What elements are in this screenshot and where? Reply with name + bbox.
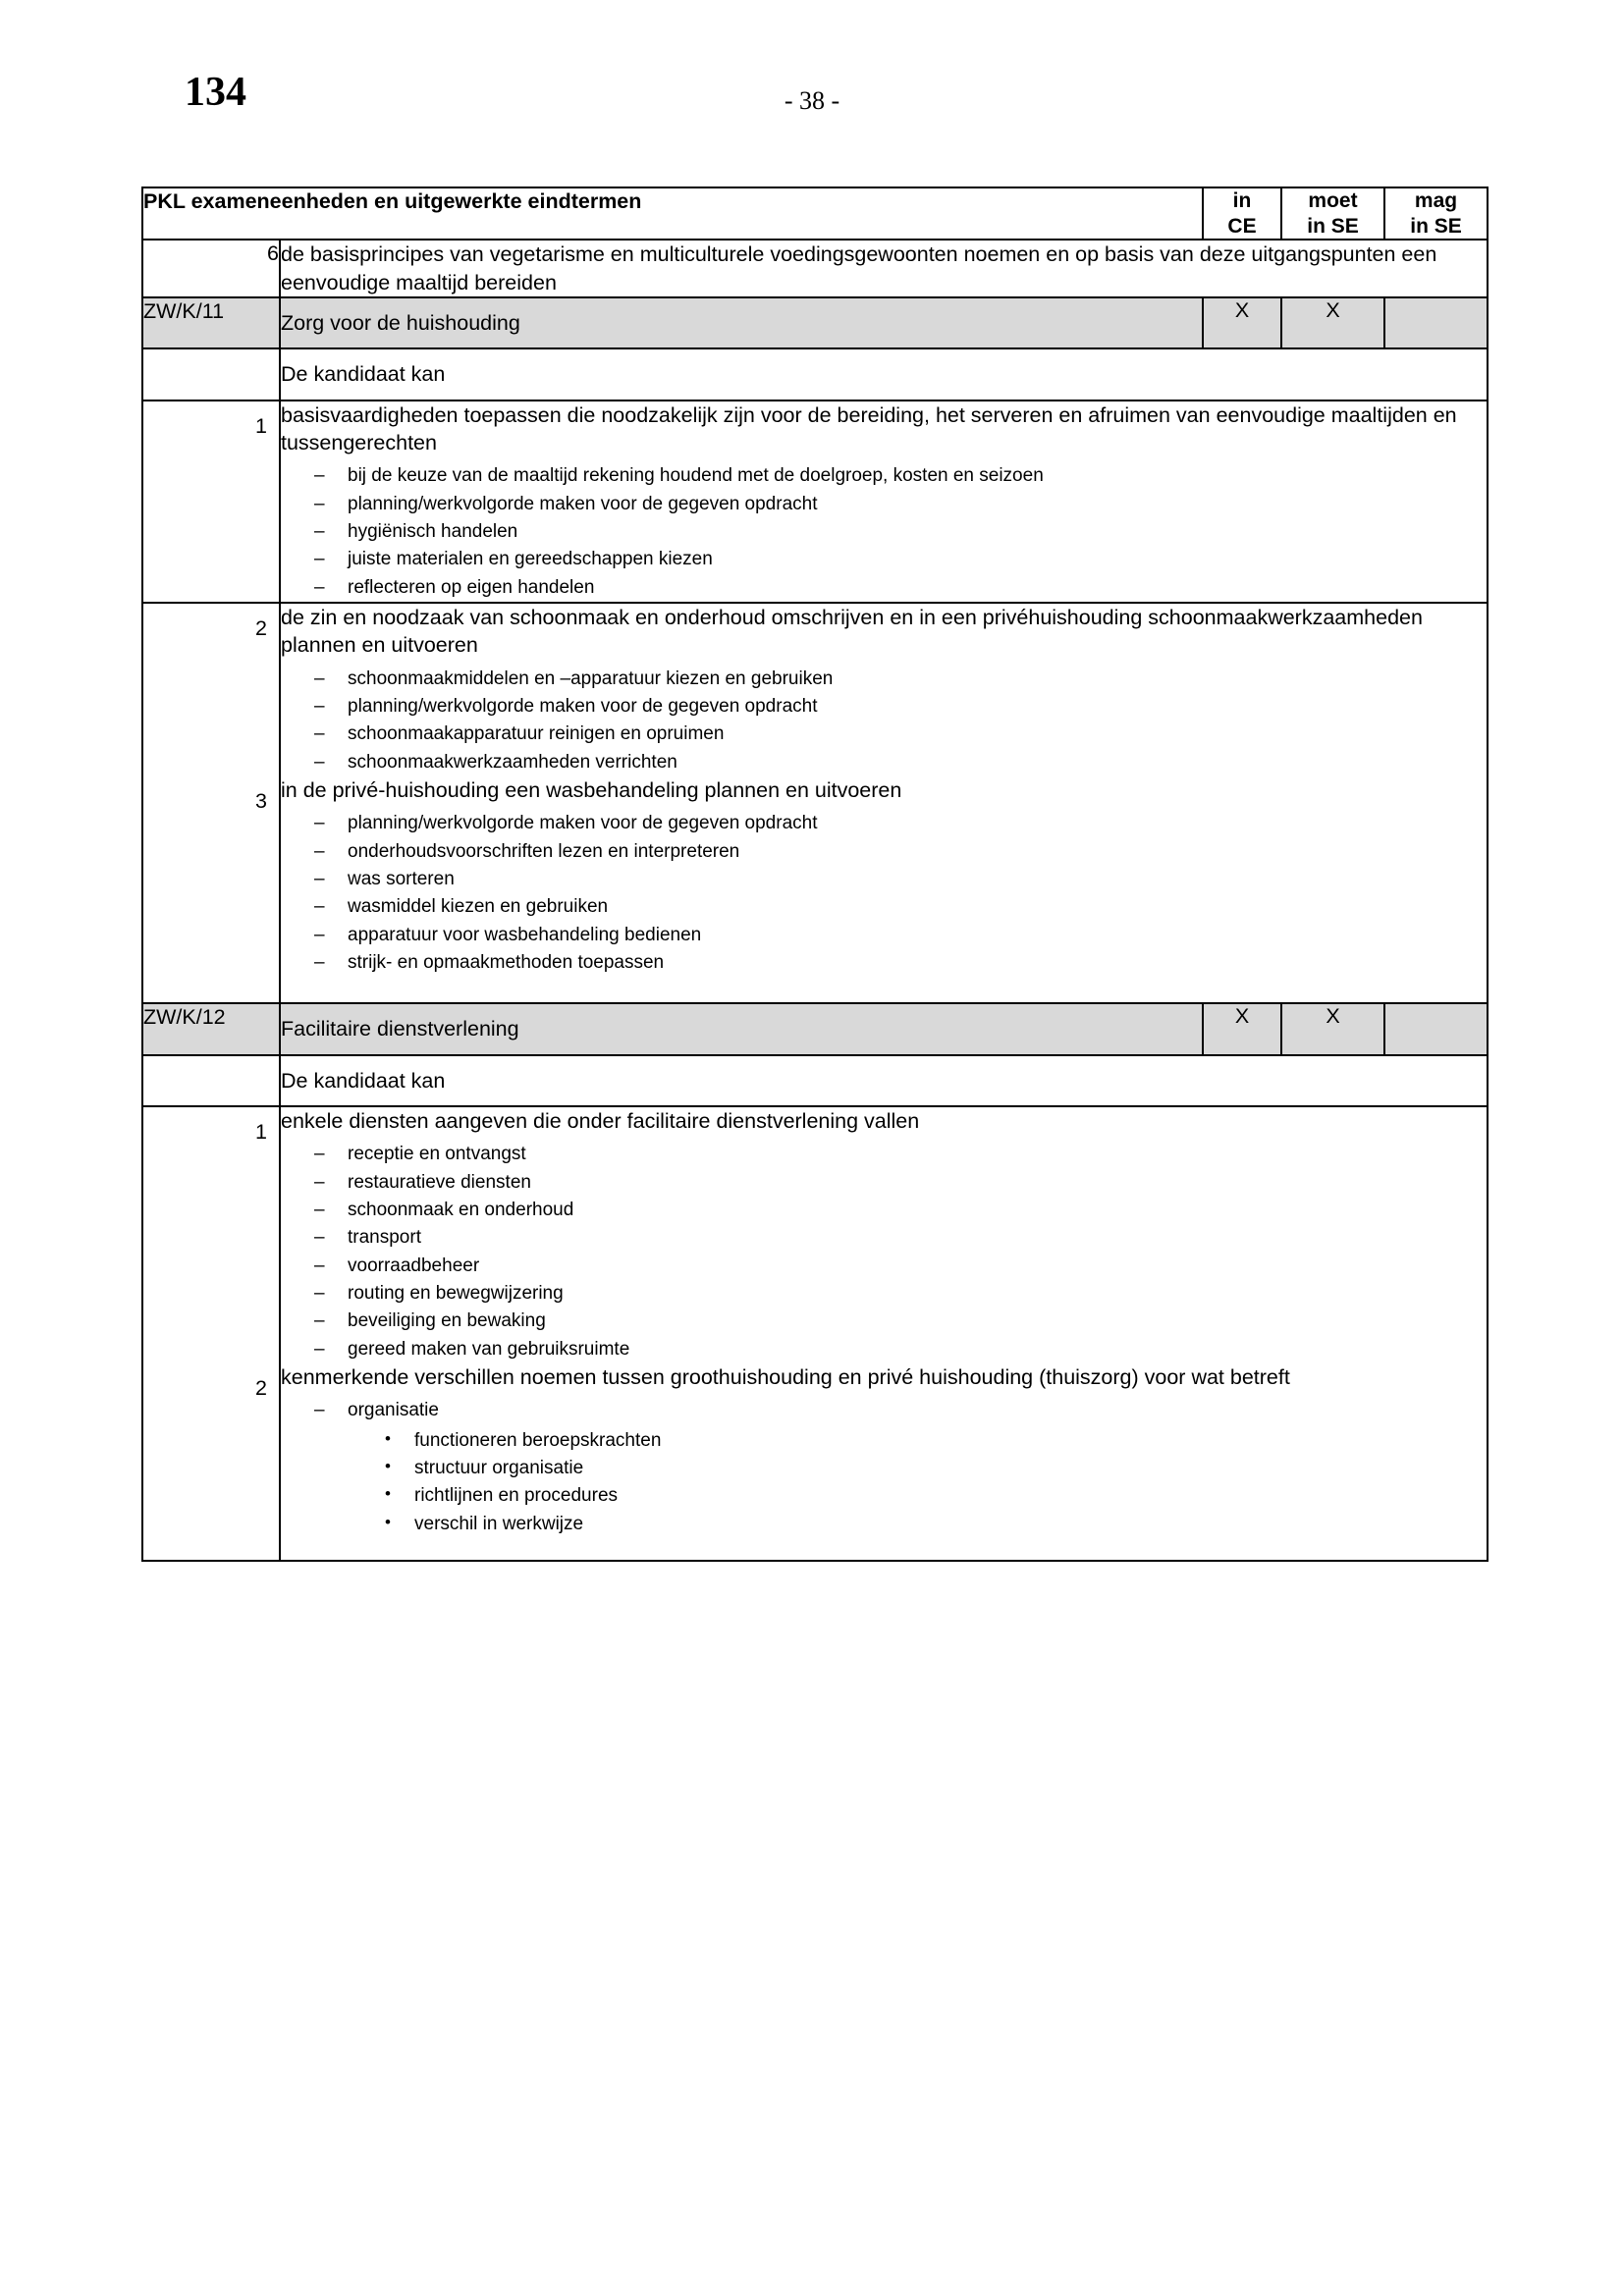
section-mark-in-ce: X	[1203, 1003, 1281, 1054]
list-item: – voorraadbeheer	[348, 1253, 1487, 1280]
list-item: • verschil in werkwijze	[414, 1511, 1487, 1538]
list-item: – strijk- en opmaakmethoden toepassen	[348, 949, 1487, 977]
row-number-column	[142, 1363, 280, 1561]
section-mark-moet-in-se: X	[1281, 297, 1384, 348]
sub-list	[281, 810, 1487, 977]
section-code: ZW/K/11	[142, 297, 280, 348]
list-item: – receptie en ontvangst	[348, 1141, 1487, 1168]
list-item: – schoonmaakapparatuur reinigen en opruimen	[348, 721, 1487, 748]
eindtermen-table	[141, 187, 1489, 1562]
section-title: Zorg voor de huishouding	[280, 297, 1203, 348]
table-row-section-zwk12	[142, 1003, 1488, 1054]
row-number-empty	[142, 1055, 280, 1106]
row-text: kenmerkende verschillen noemen tussen groothuishouding en privé huishouding (thuiszorg) voor wat betreft	[281, 1364, 1290, 1389]
row-text: de basisprincipes van vegetarisme en multiculturele voedingsgewoonten noemen en op basis van deze uitgangspunten een eenvoudige maaltijd bereiden	[281, 242, 1437, 294]
table-row	[142, 603, 1488, 776]
row-content	[280, 1363, 1488, 1561]
row-number-column	[142, 400, 280, 603]
table-row	[142, 1363, 1488, 1561]
list-item: – reflecteren op eigen handelen	[348, 574, 1487, 602]
page-center-label: - 38 -	[784, 86, 840, 115]
row-content	[280, 240, 1488, 297]
list-item: – planning/werkvolgorde maken voor de gegeven opdracht	[348, 810, 1487, 837]
list-item: • structuur organisatie	[414, 1455, 1487, 1482]
header-se1-line2: in SE	[1307, 214, 1359, 238]
table-header-moet-in-se	[1281, 187, 1384, 240]
row-number: 2	[255, 1375, 267, 1400]
list-item: – was sorteren	[348, 866, 1487, 893]
list-item: – schoonmaak en onderhoud	[348, 1197, 1487, 1224]
table-header-in-ce	[1203, 187, 1281, 240]
row-content: De kandidaat kan	[280, 348, 1488, 400]
row-number-column	[142, 603, 280, 776]
list-item: – onderhoudsvoorschriften lezen en interpreteren	[348, 838, 1487, 866]
row-number: 3	[255, 789, 267, 814]
list-item: – routing en bewegwijzering	[348, 1280, 1487, 1308]
section-title: Facilitaire dienstverlening	[280, 1003, 1203, 1054]
section-mark-moet-in-se: X	[1281, 1003, 1384, 1054]
section-mark-mag-in-se	[1384, 1003, 1488, 1054]
row-text: enkele diensten aangeven die onder facilitaire dienstverlening vallen	[281, 1109, 920, 1134]
row-number: 6	[142, 240, 280, 297]
table-row	[142, 776, 1488, 1003]
row-text: de zin en noodzaak van schoonmaak en onderhoud omschrijven en in een privéhuishouding schoonmaakwerkzaamheden plannen en uitvoeren	[281, 606, 1423, 658]
row-content: De kandidaat kan	[280, 1055, 1488, 1106]
list-item: – bij de keuze van de maaltijd rekening houdend met de doelgroep, kosten en seizoen	[348, 462, 1487, 490]
table-header-mag-in-se	[1384, 187, 1488, 240]
row-text: basisvaardigheden toepassen die noodzakelijk zijn voor de bereiding, het serveren en afruimen van eenvoudige maaltijden en tussengerechten	[281, 402, 1457, 455]
list-item: – planning/werkvolgorde maken voor de gegeven opdracht	[348, 491, 1487, 518]
header-se1-line1: moet	[1308, 189, 1358, 212]
row-text: in de privé-huishouding een wasbehandeling plannen en uitvoeren	[281, 778, 902, 803]
table-row	[142, 240, 1488, 297]
list-item: – schoonmaakmiddelen en –apparatuur kiezen en gebruiken	[348, 666, 1487, 693]
row-number-empty	[142, 348, 280, 400]
sub-list	[281, 1141, 1487, 1363]
row-number: 1	[255, 1120, 267, 1145]
header-se2-line1: mag	[1414, 189, 1458, 212]
list-item: – beveiliging en bewaking	[348, 1308, 1487, 1335]
section-mark-in-ce: X	[1203, 297, 1281, 348]
sub-sub-list	[281, 1427, 1487, 1538]
table-row	[142, 1106, 1488, 1363]
list-item: – wasmiddel kiezen en gebruiken	[348, 893, 1487, 921]
list-item: – transport	[348, 1224, 1487, 1252]
sub-list	[281, 462, 1487, 602]
row-content	[280, 603, 1488, 776]
list-item: – restauratieve diensten	[348, 1169, 1487, 1197]
list-item: – schoonmaakwerkzaamheden verrichten	[348, 749, 1487, 776]
row-number: 2	[255, 616, 267, 641]
table-row	[142, 400, 1488, 603]
row-number: 1	[255, 413, 267, 438]
table-header-title: PKL exameneenheden en uitgewerkte eindtermen	[142, 187, 1203, 240]
section-mark-mag-in-se	[1384, 297, 1488, 348]
row-number-column	[142, 776, 280, 1003]
table-row	[142, 1055, 1488, 1106]
list-item: – hygiënisch handelen	[348, 518, 1487, 546]
list-item: • functioneren beroepskrachten	[414, 1427, 1487, 1455]
header-ce-line1: in	[1232, 189, 1252, 212]
row-content	[280, 400, 1488, 603]
sub-list	[281, 666, 1487, 776]
row-content	[280, 1106, 1488, 1363]
list-item: – planning/werkvolgorde maken voor de gegeven opdracht	[348, 693, 1487, 721]
list-item: – gereed maken van gebruiksruimte	[348, 1336, 1487, 1363]
table-header-row	[142, 187, 1488, 240]
list-item: • richtlijnen en procedures	[414, 1482, 1487, 1510]
section-code: ZW/K/12	[142, 1003, 280, 1054]
header-ce-line2: CE	[1227, 214, 1257, 238]
page-number: 134	[185, 70, 246, 115]
table-row	[142, 348, 1488, 400]
sub-list	[281, 1397, 1487, 1424]
list-item: – juiste materialen en gereedschappen kiezen	[348, 546, 1487, 573]
list-item: – apparatuur voor wasbehandeling bedienen	[348, 922, 1487, 949]
row-number-column	[142, 1106, 280, 1363]
table-row-section-zwk11	[142, 297, 1488, 348]
row-content	[280, 776, 1488, 1003]
list-item: – organisatie	[348, 1397, 1487, 1424]
header-se2-line2: in SE	[1410, 214, 1462, 238]
